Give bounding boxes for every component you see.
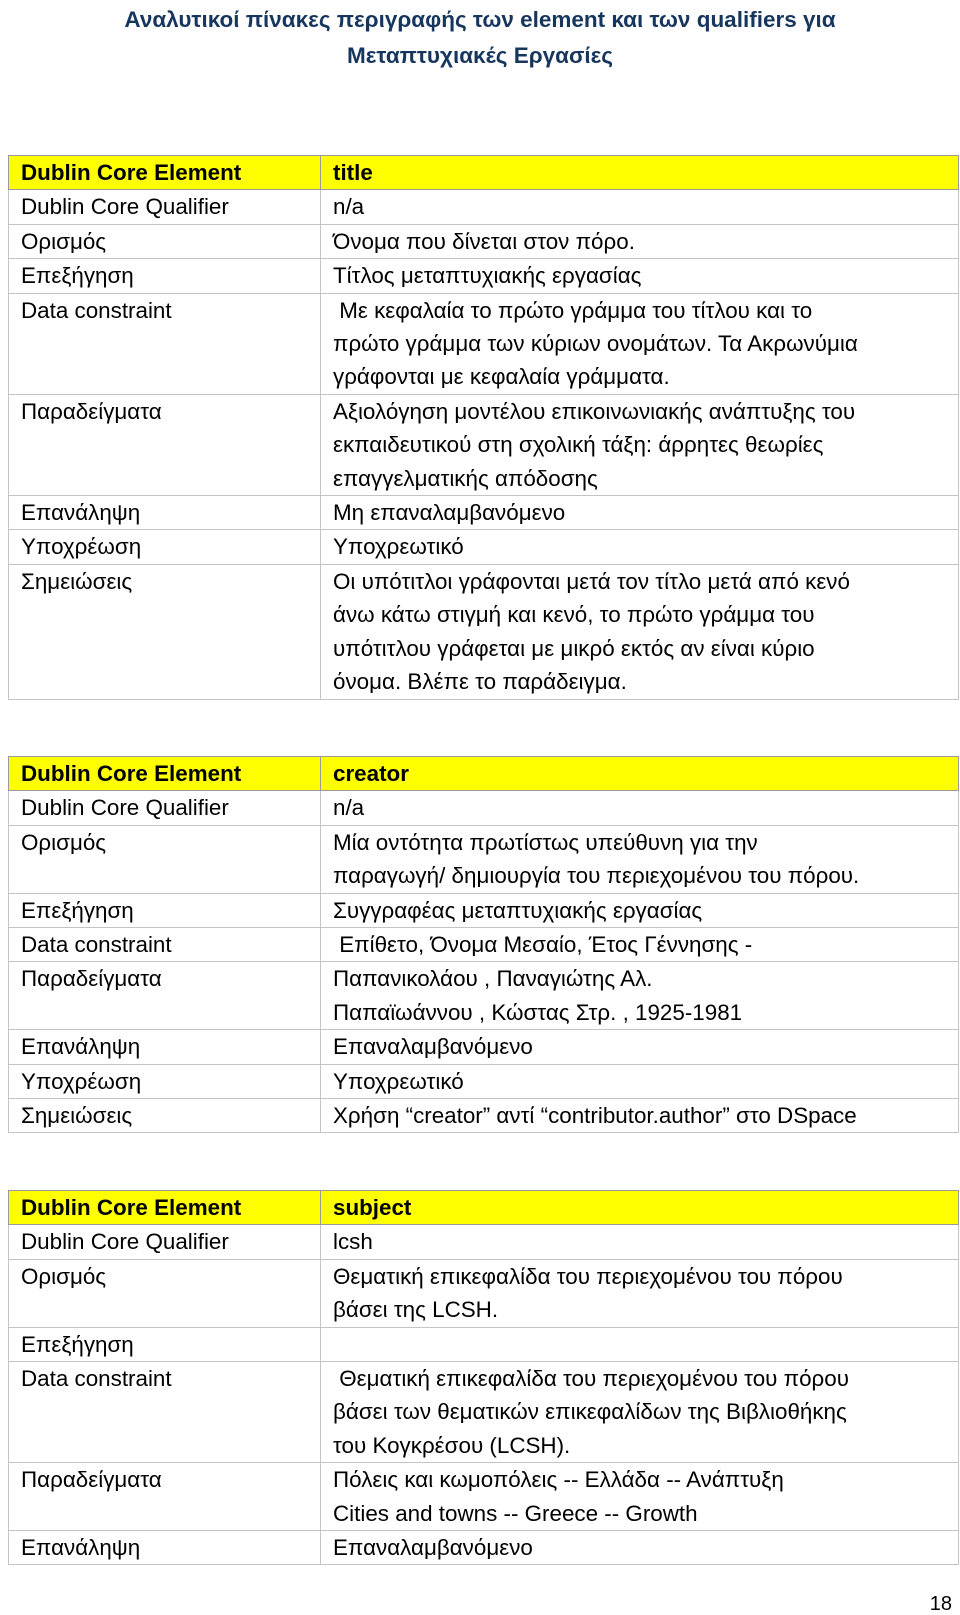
- row-value: Με κεφαλαία το πρώτο γράμμα του τίτλου και το πρώτο γράμμα των κύριων ονομάτων. Τα Ακρωνύμια γράφονται με κεφαλαία γράμματα.: [321, 293, 959, 394]
- row-label: Dublin Core Element: [9, 156, 321, 190]
- row-label: Υποχρέωση: [9, 1064, 321, 1098]
- row-value: Χρήση “creator” αντί “contributor.author” στο DSpace: [321, 1099, 959, 1133]
- table-row: [9, 530, 959, 564]
- row-value: Παπανικολάου , Παναγιώτης Αλ. Παπαϊωάννου , Κώστας Στρ. , 1925-1981: [321, 962, 959, 1030]
- row-label: Ορισμός: [9, 1259, 321, 1327]
- row-value: n/a: [321, 190, 959, 224]
- row-value: Τίτλος μεταπτυχιακής εργασίας: [321, 259, 959, 293]
- table-row: [9, 156, 959, 190]
- row-value: Μία οντότητα πρωτίστως υπεύθυνη για την παραγωγή/ δημιουργία του περιεχομένου του πόρου.: [321, 825, 959, 893]
- row-value: Υποχρεωτικό: [321, 1064, 959, 1098]
- table-creator-element: [8, 756, 959, 1133]
- table-title-element: [8, 155, 959, 700]
- row-value: title: [321, 156, 959, 190]
- table-row: [9, 1030, 959, 1064]
- table-row: [9, 893, 959, 927]
- row-label: Επανάληψη: [9, 496, 321, 530]
- row-value: Μη επαναλαμβανόμενο: [321, 496, 959, 530]
- table-row: [9, 1362, 959, 1463]
- table-row: [9, 224, 959, 258]
- table-row: [9, 962, 959, 1030]
- row-label: Dublin Core Qualifier: [9, 791, 321, 825]
- page-number: 18: [929, 1593, 952, 1615]
- row-label: Υποχρέωση: [9, 530, 321, 564]
- row-label: Data constraint: [9, 293, 321, 394]
- table-row: [9, 1225, 959, 1259]
- row-value: Όνομα που δίνεται στον πόρο.: [321, 224, 959, 258]
- row-label: Dublin Core Element: [9, 1191, 321, 1225]
- row-value: Επίθετο, Όνομα Μεσαίο, Έτος Γέννησης -: [321, 928, 959, 962]
- row-value: Θεματική επικεφαλίδα του περιεχομένου του πόρου βάσει της LCSH.: [321, 1259, 959, 1327]
- row-label: Παραδείγματα: [9, 962, 321, 1030]
- row-value: n/a: [321, 791, 959, 825]
- table-row: [9, 564, 959, 699]
- table-row: [9, 825, 959, 893]
- table-subject-element: [8, 1190, 959, 1565]
- row-label: Dublin Core Qualifier: [9, 190, 321, 224]
- row-value: Οι υπότιτλοι γράφονται μετά τον τίτλο μετά από κενό άνω κάτω στιγμή και κενό, το πρώτο γράμμα του υπότιτλου γράφεται με μικρό εκτός αν είναι κύριο όνομα. Βλέπε το παράδειγμα.: [321, 564, 959, 699]
- table-row: [9, 190, 959, 224]
- table-row: [9, 1463, 959, 1531]
- table-row: [9, 928, 959, 962]
- page-title-line-2: Μεταπτυχιακές Εργασίες: [346, 43, 613, 68]
- row-label: Επεξήγηση: [9, 893, 321, 927]
- table-row: [9, 1327, 959, 1361]
- row-label: Παραδείγματα: [9, 1463, 321, 1531]
- row-label: Επανάληψη: [9, 1030, 321, 1064]
- table-row: [9, 757, 959, 791]
- table-row: [9, 496, 959, 530]
- table-row: [9, 1099, 959, 1133]
- row-label: Ορισμός: [9, 224, 321, 258]
- row-label: Dublin Core Element: [9, 757, 321, 791]
- table-row: [9, 259, 959, 293]
- row-label: Επεξήγηση: [9, 1327, 321, 1361]
- table-row: [9, 1064, 959, 1098]
- row-label: Ορισμός: [9, 825, 321, 893]
- table-row: [9, 791, 959, 825]
- table-row: [9, 1531, 959, 1565]
- row-label: Επεξήγηση: [9, 259, 321, 293]
- page-title-line-1: Αναλυτικοί πίνακες περιγραφής των element και των qualifiers για: [124, 7, 836, 32]
- row-label: Σημειώσεις: [9, 1099, 321, 1133]
- row-value: subject: [321, 1191, 959, 1225]
- row-label: Data constraint: [9, 928, 321, 962]
- row-value: lcsh: [321, 1225, 959, 1259]
- page-title: [0, 2, 960, 74]
- row-value: Επαναλαμβανόμενο: [321, 1030, 959, 1064]
- row-value: Αξιολόγηση μοντέλου επικοινωνιακής ανάπτυξης του εκπαιδευτικού στη σχολική τάξη: άρρητες θεωρίες επαγγελματικής απόδοσης: [321, 394, 959, 495]
- table-row: [9, 1191, 959, 1225]
- table-row: [9, 1259, 959, 1327]
- row-value: Θεματική επικεφαλίδα του περιεχομένου του πόρου βάσει των θεματικών επικεφαλίδων της Βιβλιοθήκης του Κογκρέσου (LCSH).: [321, 1362, 959, 1463]
- row-label: Επανάληψη: [9, 1531, 321, 1565]
- row-label: Παραδείγματα: [9, 394, 321, 495]
- row-value: creator: [321, 757, 959, 791]
- row-value: Συγγραφέας μεταπτυχιακής εργασίας: [321, 893, 959, 927]
- table-row: [9, 394, 959, 495]
- table-row: [9, 293, 959, 394]
- row-label: Data constraint: [9, 1362, 321, 1463]
- row-label: Dublin Core Qualifier: [9, 1225, 321, 1259]
- row-value: [321, 1327, 959, 1361]
- row-value: Επαναλαμβανόμενο: [321, 1531, 959, 1565]
- row-value: Πόλεις και κωμοπόλεις -- Ελλάδα -- Ανάπτυξη Cities and towns -- Greece -- Growth: [321, 1463, 959, 1531]
- row-value: Υποχρεωτικό: [321, 530, 959, 564]
- row-label: Σημειώσεις: [9, 564, 321, 699]
